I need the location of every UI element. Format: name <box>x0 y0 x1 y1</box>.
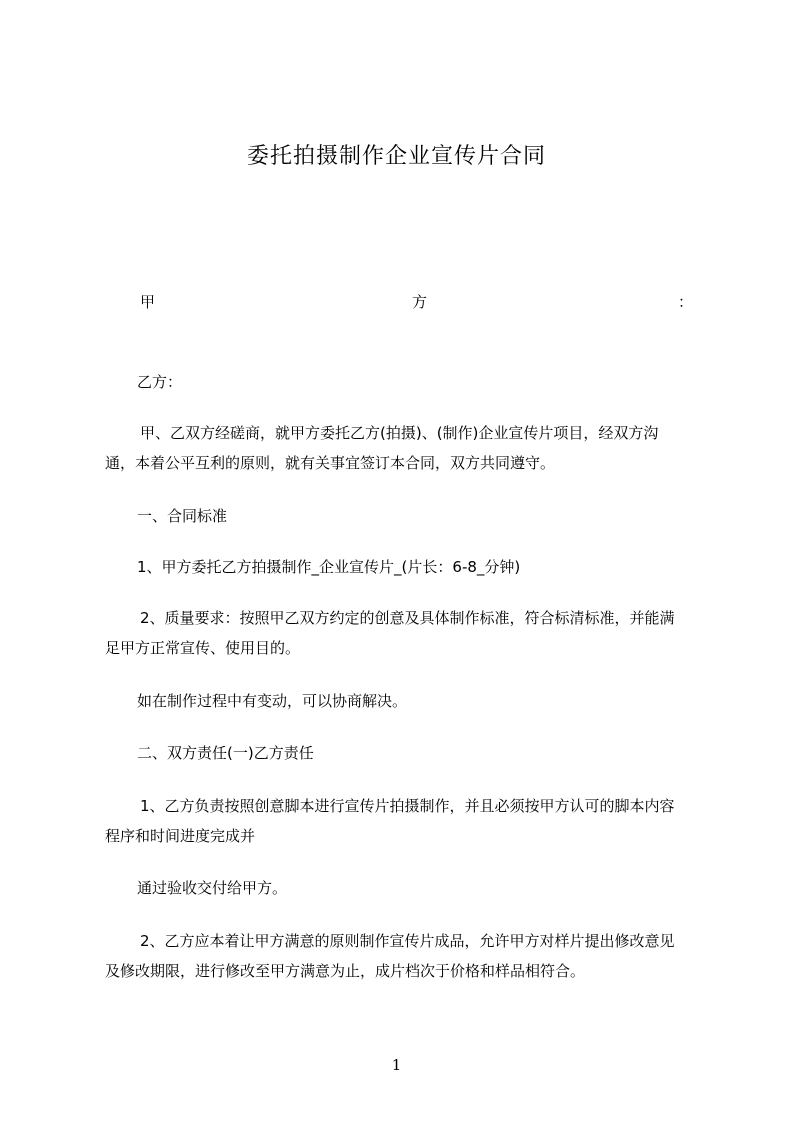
item-2-line-1: 2、质量要求：按照甲乙双方约定的创意及具体制作标准，符合标清标准，并能满 <box>140 609 675 627</box>
party-a-line <box>140 290 693 314</box>
section-2-heading: 二、双方责任(一)乙方责任 <box>137 744 314 762</box>
document-title: 委托拍摄制作企业宣传片合同 <box>246 144 546 169</box>
duty-2-line-1: 2、乙方应本着让甲方满意的原则制作宣传片成品，允许甲方对样片提出修改意见 <box>140 932 675 950</box>
page-number: 1 <box>391 1056 402 1074</box>
note-line: 如在制作过程中有变动，可以协商解决。 <box>137 692 408 710</box>
preamble-line-1: 甲、乙双方经磋商，就甲方委托乙方(拍摄)、(制作)企业宣传片项目，经双方沟 <box>140 424 659 442</box>
item-2-line-2: 足甲方正常宣传、使用目的。 <box>105 639 301 657</box>
duty-1-continuation: 通过验收交付给甲方。 <box>137 879 288 897</box>
party-b-line: 乙方： <box>137 373 183 391</box>
preamble-line-2: 通，本着公平互利的原则，就有关事宜签订本合同，双方共同遵守。 <box>105 454 556 472</box>
party-a-char-1: 甲 <box>140 293 156 311</box>
section-1-heading: 一、合同标准 <box>137 507 228 525</box>
duty-1-line-1: 1、乙方负责按照创意脚本进行宣传片拍摄制作，并且必须按甲方认可的脚本内容 <box>140 797 675 815</box>
duty-2-line-2: 及修改期限，进行修改至甲方满意为止，成片档次于价格和样品相符合。 <box>105 962 586 980</box>
duty-2-paragraph <box>105 926 710 986</box>
duty-1-paragraph <box>105 791 710 851</box>
item-2-paragraph <box>105 603 710 663</box>
party-a-colon: ： <box>677 293 693 311</box>
duty-1-line-2: 程序和时间进度完成并 <box>105 827 256 845</box>
item-1: 1、甲方委托乙方拍摄制作_企业宣传片_(片长：6-8_分钟) <box>137 558 521 576</box>
party-a-char-2: 方 <box>412 293 428 311</box>
preamble-paragraph <box>105 418 710 478</box>
